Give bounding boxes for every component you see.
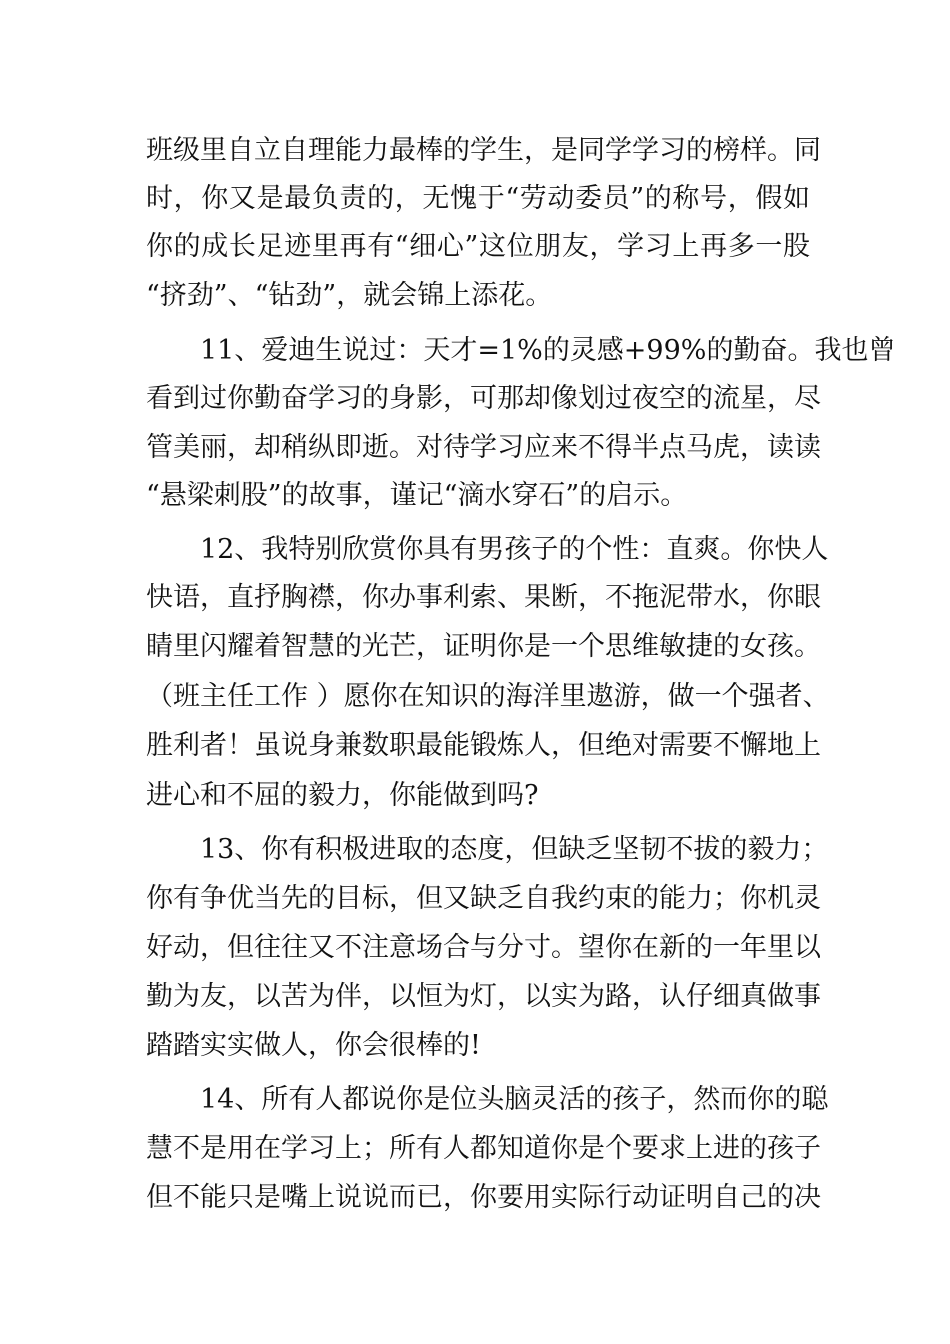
text-line: 你有争优当先的目标，但又缺乏自我约束的能力；你机灵 xyxy=(146,883,821,914)
paragraph-start-line: 11、爱迪生说过：天才=1%的灵感+99%的勤奋。我也曾 xyxy=(200,335,896,366)
text-line: （班主任工作 ）愿你在知识的海洋里遨游，做一个强者、 xyxy=(146,681,830,712)
text-line: 胜利者！虽说身兼数职最能锻炼人，但绝对需要不懈地上 xyxy=(146,730,821,761)
text-line: 看到过你勤奋学习的身影，可那却像划过夜空的流星，尽 xyxy=(146,383,821,414)
paragraph-start-line: 12、我特别欣赏你具有男孩子的个性：直爽。你快人 xyxy=(200,534,829,565)
text-line: 管美丽，却稍纵即逝。对待学习应来不得半点马虎，读读 xyxy=(146,432,821,463)
text-line: “悬梁刺股”的故事，谨记“滴水穿石”的启示。 xyxy=(146,480,688,511)
text-line: 但不能只是嘴上说说而已，你要用实际行动证明自己的决 xyxy=(146,1182,821,1213)
text-line: 踏踏实实做人，你会很棒的! xyxy=(146,1030,481,1061)
text-line: 快语，直抒胸襟，你办事利索、果断，不拖泥带水，你眼 xyxy=(146,582,821,613)
text-line: 班级里自立自理能力最棒的学生，是同学学习的榜样。同 xyxy=(146,135,821,166)
text-line: 进心和不屈的毅力，你能做到吗? xyxy=(146,780,539,811)
paragraph-start-line: 13、你有积极进取的态度，但缺乏坚韧不拔的毅力； xyxy=(200,834,829,865)
text-line: 慧不是用在学习上；所有人都知道你是个要求上进的孩子 xyxy=(146,1133,821,1164)
text-line: “挤劲”、“钻劲”，就会锦上添花。 xyxy=(146,280,553,311)
text-line: 睛里闪耀着智慧的光芒，证明你是一个思维敏捷的女孩。 xyxy=(146,631,821,662)
text-line: 勤为友，以苦为伴，以恒为灯，以实为路，认仔细真做事 xyxy=(146,981,821,1012)
text-line: 你的成长足迹里再有“细心”这位朋友，学习上再多一股 xyxy=(146,231,810,262)
text-line: 好动，但往往又不注意场合与分寸。望你在新的一年里以 xyxy=(146,932,821,963)
text-line: 时，你又是最负责的，无愧于“劳动委员”的称号，假如 xyxy=(146,183,810,214)
paragraph-start-line: 14、所有人都说你是位头脑灵活的孩子，然而你的聪 xyxy=(200,1084,829,1115)
